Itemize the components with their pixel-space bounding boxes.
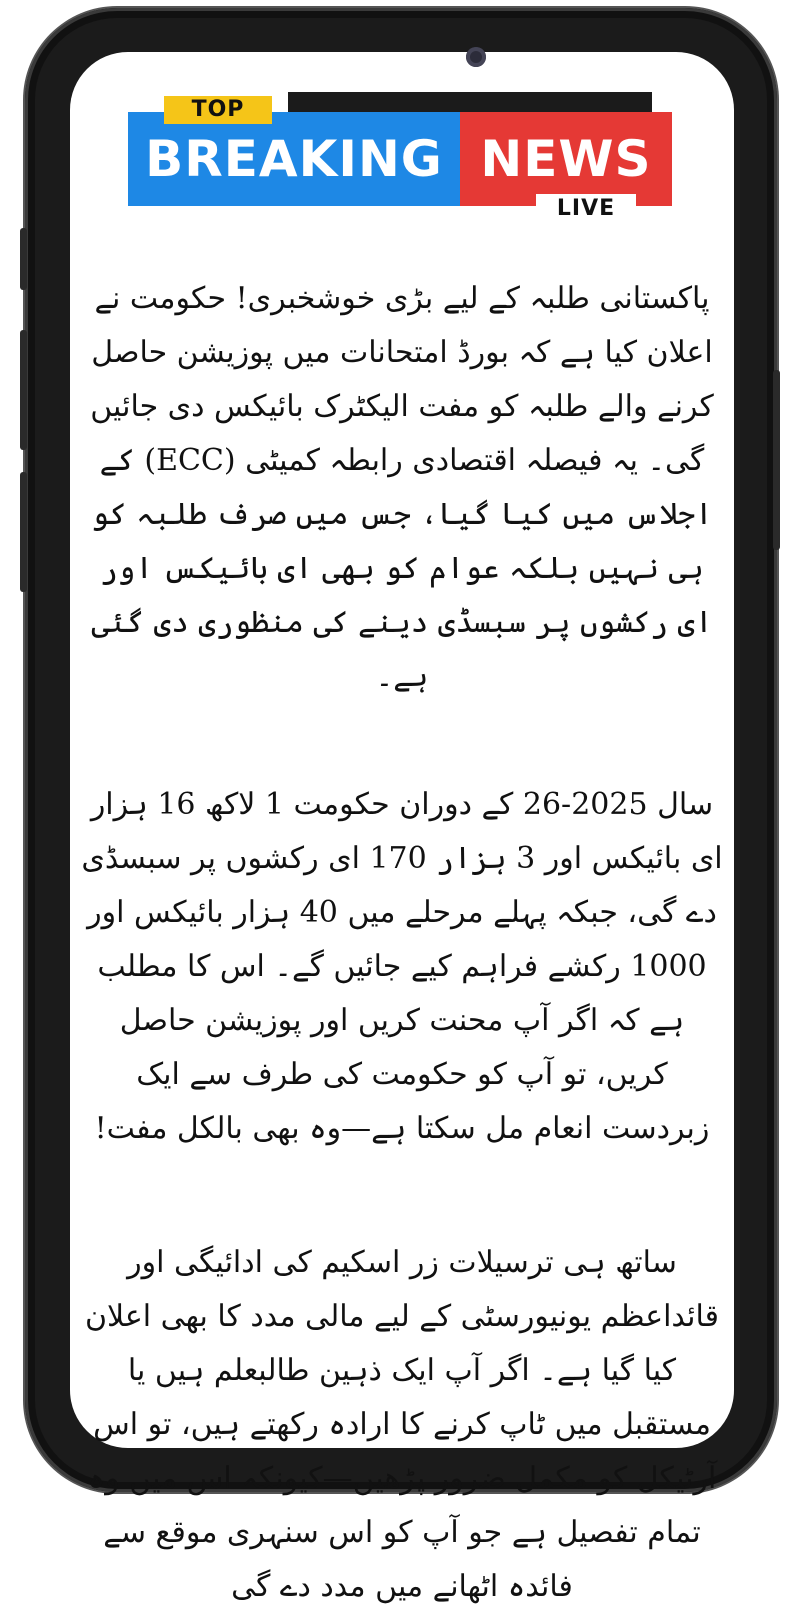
power-button xyxy=(773,370,780,550)
banner-breaking-label: BREAKING xyxy=(128,112,460,206)
mute-switch xyxy=(20,228,27,290)
banner-live-tag: LIVE xyxy=(536,194,636,224)
volume-down-button xyxy=(20,472,27,592)
breaking-news-banner xyxy=(128,96,672,226)
article-paragraph-2: سال 2025-26 کے دوران حکومت 1 لاکھ 16 ہزار ای بائیکس اور 3 ہزار 170 ای رکشوں پر سبسڈی دے گی، جبکہ پہلے مرحلے میں 40 ہزار بائیکس اور 1000 رکشے فراہم کیے جائیں گے۔ اس کا مطلب ہے کہ اگر آپ محنت کریں اور پوزیشن حاصل کریں، تو آپ کو حکومت کی طرف سے ایک زبردست انعام مل سکتا ہے—وہ بھی بالکل مفت! xyxy=(81,787,723,1146)
article-paragraph-1: پاکستانی طلبہ کے لیے بڑی خوشخبری! حکومت نے اعلان کیا ہے کہ بورڈ امتحانات میں پوزیشن حاصل کرنے والے طلبہ کو مفت الیکٹرک بائیکس دی جائیں گی۔ یہ فیصلہ اقتصادی رابطہ کمیٹی (ECC) کے اجلاس میں کیا گیا، جس میں صرف طلبہ کو ہی نہیں بلکہ عوام کو بھی ای بائیکس اور ای رکشوں پر سبسڈی دینے کی منظوری دی گئی ہے۔ xyxy=(90,281,714,694)
banner-news-label: NEWS xyxy=(460,112,672,206)
paragraph-spacer xyxy=(80,704,724,778)
banner-top-tag: TOP xyxy=(164,96,272,124)
article-paragraph-3: ساتھ ہی ترسیلات زر اسکیم کی ادائیگی اور قائداعظم یونیورسٹی کے لیے مالی مدد کا بھی اعلان کیا گیا ہے۔ اگر آپ ایک ذہین طالبعلم ہیں یا مستقبل میں ٹاپ کرنے کا ارادہ رکھتے ہیں، تو اس آرٹیکل کو مکمل ضرور پڑھیں—کیونکہ اس میں وہ تمام تفصیل ہے جو آپ کو اس سنہری موقع سے فائدہ اٹھانے میں مدد دے گی xyxy=(84,1245,720,1604)
paragraph-spacer xyxy=(80,1156,724,1236)
article-body xyxy=(80,272,724,1614)
front-camera-icon xyxy=(466,47,486,67)
volume-up-button xyxy=(20,330,27,450)
